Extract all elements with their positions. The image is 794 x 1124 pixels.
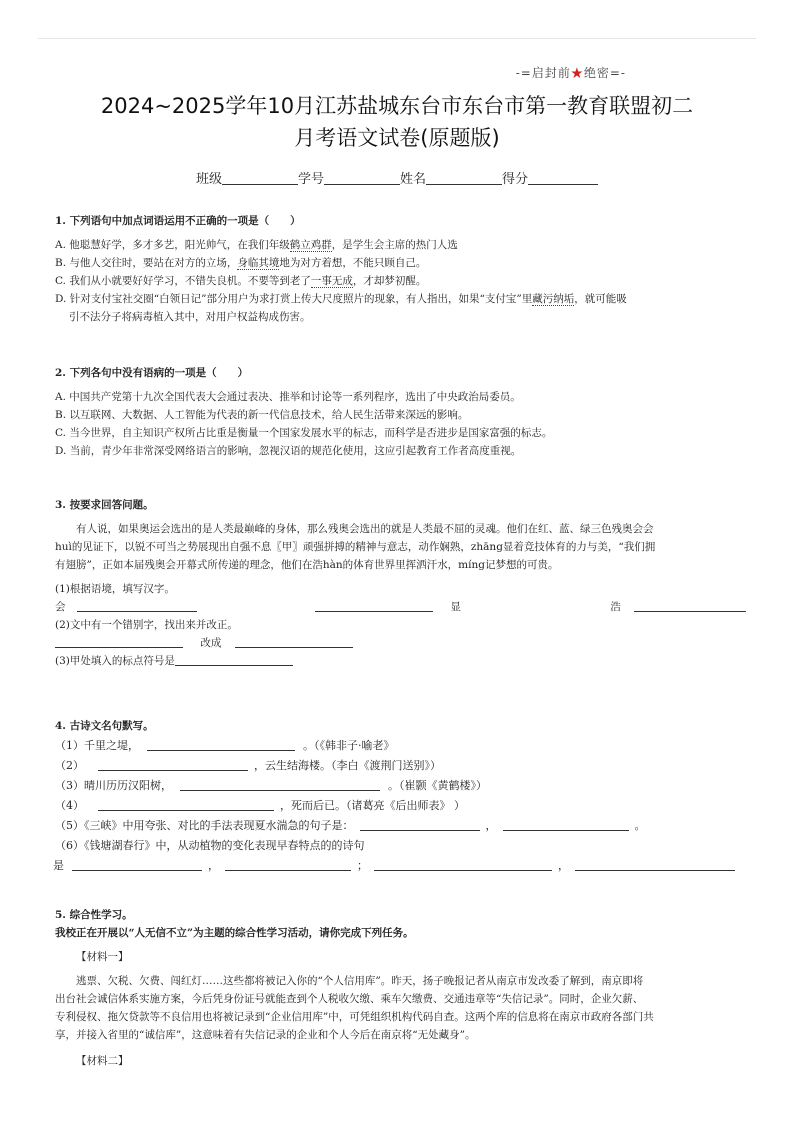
score-field[interactable] (528, 170, 598, 185)
q4-line-5-num: （5） (55, 819, 84, 832)
question-4-title: 4. 古诗文名句默写。 (55, 720, 154, 732)
fill-blank-hui[interactable] (77, 599, 197, 612)
change-label: 改成 (200, 637, 222, 649)
q1-d-dotted: 藏污纳垢 (532, 293, 575, 305)
q4-line-6-prefix: 是 (53, 859, 64, 872)
question-1 (55, 212, 745, 326)
q2-option-a: A. 中国共产党第十九次全国代表大会通过表决、推举和讨论等一系列程序，选出了中央政治局委员。 (55, 391, 521, 403)
q4-blank-3[interactable] (180, 778, 380, 791)
q4-line-6-num: （6） (55, 839, 84, 852)
material-1-label: 【材料一】 (76, 951, 129, 963)
secret-mark (516, 64, 626, 81)
punctuation-blank[interactable] (175, 653, 293, 666)
q4-line-2 (55, 756, 745, 776)
q4-line-3-pre: 晴川历历汉阳树， (84, 779, 172, 792)
secret-mark-right: 绝密=- (583, 66, 626, 80)
q4-line-4 (55, 796, 745, 816)
page-title-line2: 月考语文试卷(原题版) (294, 126, 500, 150)
field-label-id: 学号 (297, 172, 324, 187)
q4-line-2-num: （2） (55, 759, 84, 772)
q1-option-c (55, 272, 745, 290)
q4-blank-2[interactable] (98, 758, 248, 771)
secret-mark-left: -=启封前 (515, 66, 571, 80)
q4-sep-a: ， (208, 859, 219, 872)
q4-sep-c: ， (558, 859, 569, 872)
q4-blank-5a[interactable] (360, 818, 480, 831)
q1-option-b (55, 254, 745, 272)
q4-line-3 (55, 776, 745, 796)
field-label-score: 得分 (502, 172, 529, 187)
q1-d-tail: ，就可能吸 (574, 293, 627, 305)
q4-blank-6b[interactable] (225, 858, 351, 871)
q4-line-3-num: （3） (55, 779, 84, 792)
material-1-line2: 出台社会诚信体系实施方案，今后凭身份证号就能查到个人税收欠缴、乘车欠缴费、交通违章等“失信记录”。同时，企业欠薪、 (55, 993, 644, 1005)
fill-blank-hao[interactable] (634, 599, 746, 612)
question-3 (55, 496, 745, 670)
q3-passage-line3: 有翅膀”，正如本届残奥会开幕式所传递的理念，他们在浩hàn的体育世界里挥洒汗水，míng记梦想的可贵。 (55, 559, 559, 571)
q4-line-1-post: 。（《韩非子·喻老》 (303, 739, 395, 752)
question-4 (55, 716, 745, 876)
q4-blank-6a[interactable] (72, 858, 202, 871)
q4-blank-5b[interactable] (503, 818, 629, 831)
class-field[interactable] (222, 170, 298, 185)
question-5-intro: 我校正在开展以“人无信不立”为主题的综合性学习活动，请你完成下列任务。 (55, 927, 414, 939)
q3-passage-line2: huì的见证下，以锐不可当之势展现出自强不息〖甲〗顽强拼搏的精神与意志，动作娴熟，zhāng显着竞技体育的力与美，“我们拥 (55, 541, 656, 553)
field-label-class: 班级 (195, 172, 222, 187)
q4-line-6 (55, 836, 745, 856)
q3-sub1: (1)根据语境，填写汉字。 (55, 583, 175, 595)
q4-line-4-num: （4） (55, 799, 84, 812)
q2-option-b: B. 以互联网、大数据、人工智能为代表的新一代信息技术，给人民生活带来深远的影响。 (55, 409, 469, 421)
q4-blank-6d[interactable] (575, 858, 735, 871)
q1-c-tail: ，才却梦初醒。 (352, 275, 427, 287)
q4-blank-4[interactable] (98, 798, 274, 811)
material-1-line3: 专利侵权、拖欠贷款等不良信用也将被记录到“企业信用库”中，可凭组织机构代码自查。这两个库的信息将在南京市政府各部门共 (55, 1011, 654, 1023)
q4-line-5-pre: 《三峡》中用夸张、对比的手法表现夏水湍急的句子是： (84, 819, 354, 832)
q4-line-5-post: 。 (634, 819, 646, 832)
page-title-line1: 2024~2025学年10月江苏盐城东台市东台市第一教育联盟初二 (100, 94, 694, 118)
question-2-title: 2. 下列各句中没有语病的一项是（ ） (55, 367, 249, 379)
q4-line-5 (55, 816, 745, 836)
q1-b-dotted: 身临其境 (237, 257, 280, 269)
q4-line-6-answers (53, 856, 745, 876)
q4-blank-6c[interactable] (374, 858, 552, 871)
q1-option-d (55, 290, 745, 308)
question-5 (55, 906, 745, 1070)
question-3-title: 3. 按要求回答问题。 (55, 499, 154, 511)
fill-blank-zhang[interactable] (315, 599, 433, 612)
q3-passage-line1: 有人说，如果奥运会选出的是人类最巅峰的身体，那么残奥会选出的就是人类最不屈的灵魂。他们在红、蓝、绿三色残奥会会 (76, 523, 654, 535)
q3-correction-row (55, 634, 745, 652)
q4-line-1-pre: 千里之堤， (84, 739, 139, 752)
q4-blank-1[interactable] (147, 738, 295, 751)
top-divider (38, 38, 756, 39)
q3-sub3: (3)甲处填入的标点符号是 (55, 655, 175, 667)
q4-line-1 (55, 736, 745, 756)
q4-line-1-num: （1） (55, 739, 84, 752)
name-field[interactable] (426, 170, 502, 185)
material-2-label: 【材料二】 (76, 1055, 129, 1067)
field-label-name: 姓名 (400, 172, 427, 187)
q2-option-c: C. 当今世界，自主知识产权所占比重是衡量一个国家发展水平的标志，而科学是否进步是国家富强的标志。 (55, 427, 553, 439)
question-5-title: 5. 综合性学习。 (55, 909, 133, 921)
student-id-field[interactable] (324, 170, 400, 185)
q1-d-text: D. 针对支付宝社交圈“白领日记”部分用户为求打赏上传大尺度照片的现象，有人指出，如果“支付宝”里 (55, 293, 533, 305)
q1-b-text: B. 与他人交往时，要站在对方的立场， (55, 257, 238, 269)
q3-sub3-row (55, 652, 745, 670)
q4-line-2-post: ，云生结海楼。（李白《渡荆门送别》） (254, 759, 441, 772)
q4-line-5-sep: ， (485, 819, 497, 832)
material-1-line1: 逃票、欠税、欠费、闯红灯……这些都将被记入你的“个人信用库”。昨天，扬子晚报记者从南京市发改委了解到，南京即将 (76, 975, 644, 987)
question-2 (55, 364, 745, 460)
correct-char-blank[interactable] (235, 635, 353, 648)
q1-c-text: C. 我们从小就要好好学习，不错失良机。不要等到老了 (55, 275, 311, 287)
question-1-title: 1. 下列语句中加点词语运用不正确的一项是（ ） (55, 215, 301, 227)
q1-a-text: A. 他聪慧好学，多才多艺，阳光帅气，在我们年级 (55, 239, 290, 251)
wrong-char-blank[interactable] (55, 635, 183, 648)
q1-a-tail: ，是学生会主席的热门人选 (331, 239, 458, 251)
star-icon: ★ (570, 66, 584, 80)
q1-option-d-line2: 引不法分子将病毒植入其中，对用户权益构成伤害。 (69, 311, 311, 323)
fill-label-xian: 显 (450, 601, 462, 613)
q1-a-dotted: 鹤立鸡群 (289, 239, 332, 251)
student-info-row (0, 168, 794, 187)
q4-sep-b: ； (357, 859, 368, 872)
q4-line-3-post: 。（崔颢《黄鹤楼》） (388, 779, 487, 792)
q1-option-a (55, 236, 745, 254)
fill-label-hao: 浩 (610, 601, 621, 613)
q1-b-tail: 地为对方着想，不能只顾自己。 (279, 257, 427, 269)
q4-line-6-pre: 《钱塘湖春行》中，从动植物的变化表现早春特点的的诗句 (84, 839, 365, 852)
fill-label-hui: 会 (55, 601, 66, 613)
q3-fill-row (55, 598, 745, 616)
q3-sub2: (2)文中有一个错别字，找出来并改正。 (55, 619, 238, 631)
material-1-line4: 享，并接入省里的“诚信库”，这意味着有失信记录的企业和个人今后在南京将“无处藏身”。 (55, 1029, 476, 1041)
q2-option-d: D. 当前，青少年非常深受网络语言的影响，忽视汉语的规范化使用，这应引起教育工作者高度重视。 (55, 445, 522, 457)
q1-c-dotted: 一事无成 (310, 275, 353, 287)
q4-line-4-post: ，死而后已。（诸葛亮《后出师表》 ） (280, 799, 465, 812)
